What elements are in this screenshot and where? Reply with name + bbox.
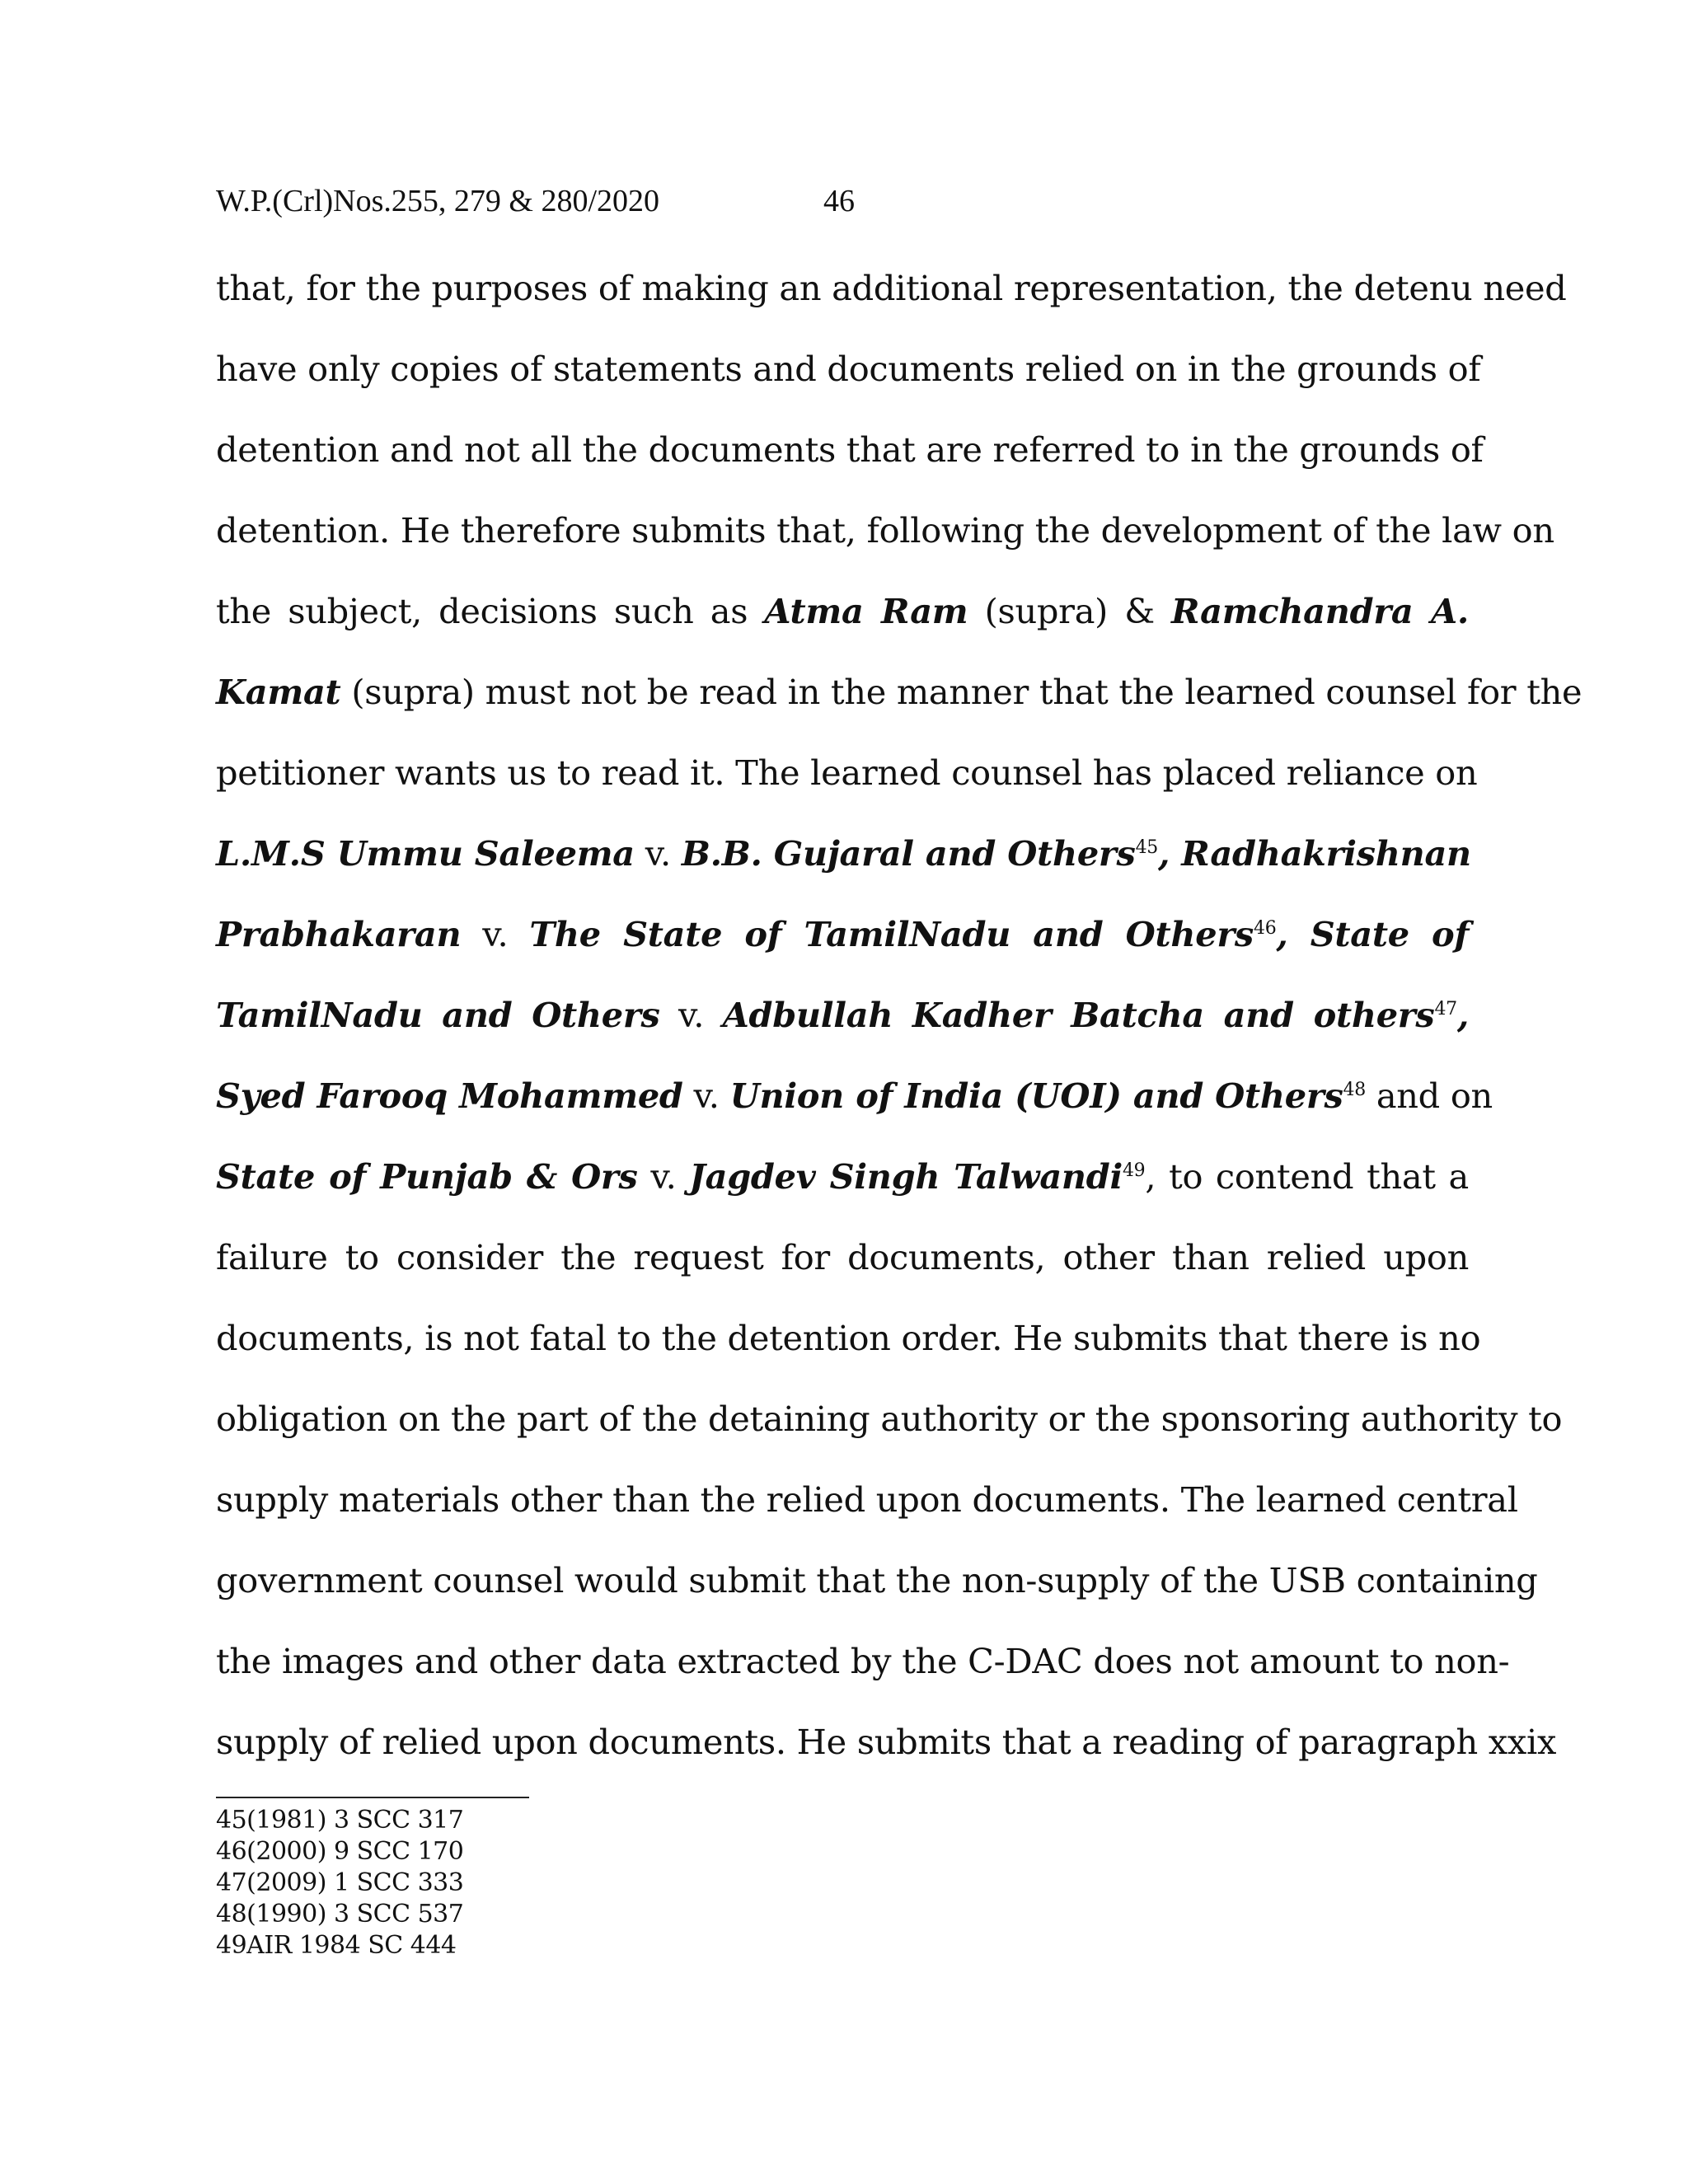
text-line xyxy=(216,652,1582,733)
text-line: have only copies of statements and documents relied on in the grounds of xyxy=(216,349,1481,389)
text-line xyxy=(216,894,1469,975)
text-line: government counsel would submit that the non-supply of the USB containing xyxy=(216,1560,1538,1601)
footnote-ref: 47 xyxy=(1434,999,1457,1020)
versus: v. xyxy=(637,1156,690,1197)
case-party: Adbullah Kadher Batcha and others xyxy=(722,995,1435,1035)
case-party: Union of India (UOI) and Others xyxy=(729,1076,1343,1116)
footnote: 48(1990) 3 SCC 537 xyxy=(216,1900,464,1929)
text-run: (supra) must not be read in the manner that the learned counsel for the xyxy=(340,672,1582,712)
text-run: the subject, decisions such as xyxy=(216,591,765,631)
footnote-divider xyxy=(216,1797,529,1798)
footnote: 45(1981) 3 SCC 317 xyxy=(216,1806,464,1835)
text-line: that, for the purposes of making an additional representation, the detenu need xyxy=(216,268,1567,308)
footnote-ref: 45 xyxy=(1135,837,1158,859)
text-line xyxy=(216,1137,1469,1217)
versus: v. xyxy=(634,833,682,874)
case-party: L.M.S Ummu Saleema xyxy=(216,833,635,874)
case-party: Syed Farooq Mohammed xyxy=(216,1076,683,1116)
footnotes xyxy=(216,1805,875,1961)
case-party: Prabhakaran xyxy=(216,914,462,954)
text-line: the images and other data extracted by the C-DAC does not amount to non- xyxy=(216,1641,1510,1681)
text-run: and on xyxy=(1365,1076,1493,1116)
text-line: detention and not all the documents that are referred to in the grounds of xyxy=(216,429,1484,470)
case-party: TamilNadu and Others xyxy=(216,995,660,1035)
case-number: W.P.(Crl)Nos.255, 279 & 280/2020 xyxy=(216,184,660,218)
versus: v. xyxy=(461,914,530,954)
case-party: , State of xyxy=(1276,914,1469,954)
text-line: petitioner wants us to read it. The learned counsel has placed reliance on xyxy=(216,752,1478,793)
footnote-ref: 46 xyxy=(1254,918,1277,940)
text-line xyxy=(216,1056,1493,1137)
footnote: 46(2000) 9 SCC 170 xyxy=(216,1837,464,1866)
text-line xyxy=(216,571,1469,652)
text-line: supply of relied upon documents. He submits that a reading of paragraph xxix xyxy=(216,1722,1557,1762)
text-run: (supra) & xyxy=(968,591,1171,631)
text-line xyxy=(216,813,1469,894)
footnote: 47(2009) 1 SCC 333 xyxy=(216,1868,464,1897)
page-number: 46 xyxy=(823,184,855,218)
case-name-atma-ram: Atma Ram xyxy=(764,591,968,631)
footnote: 49AIR 1984 SC 444 xyxy=(216,1931,457,1960)
body-paragraph xyxy=(216,248,1582,1783)
case-party: , Radhakrishnan xyxy=(1157,833,1471,874)
text-line: detention. He therefore submits that, following the development of the law on xyxy=(216,510,1554,551)
footnote-ref: 48 xyxy=(1343,1080,1366,1101)
case-party: State of Punjab & Ors xyxy=(216,1156,638,1197)
case-party: , xyxy=(1456,995,1469,1035)
versus: v. xyxy=(659,995,723,1035)
page-header xyxy=(216,180,1469,223)
case-party: The State of TamilNadu and Others xyxy=(529,914,1254,954)
case-party: Jagdev Singh Talwandi xyxy=(689,1156,1123,1197)
footnote-ref: 49 xyxy=(1122,1160,1146,1182)
text-line xyxy=(216,975,1469,1056)
text-line: failure to consider the request for documents, other than relied upon xyxy=(216,1237,1469,1277)
text-line: documents, is not fatal to the detention order. He submits that there is no xyxy=(216,1318,1481,1358)
text-line: obligation on the part of the detaining authority or the sponsoring authority to xyxy=(216,1399,1563,1439)
text-run: , to contend that a xyxy=(1145,1156,1469,1197)
case-name-kamat: Kamat xyxy=(216,672,341,712)
case-name-ramchandra: Ramchandra A. xyxy=(1171,591,1469,631)
case-party: B.B. Gujaral and Others xyxy=(681,833,1136,874)
versus: v. xyxy=(682,1076,730,1116)
text-line: supply materials other than the relied upon documents. The learned central xyxy=(216,1479,1518,1520)
